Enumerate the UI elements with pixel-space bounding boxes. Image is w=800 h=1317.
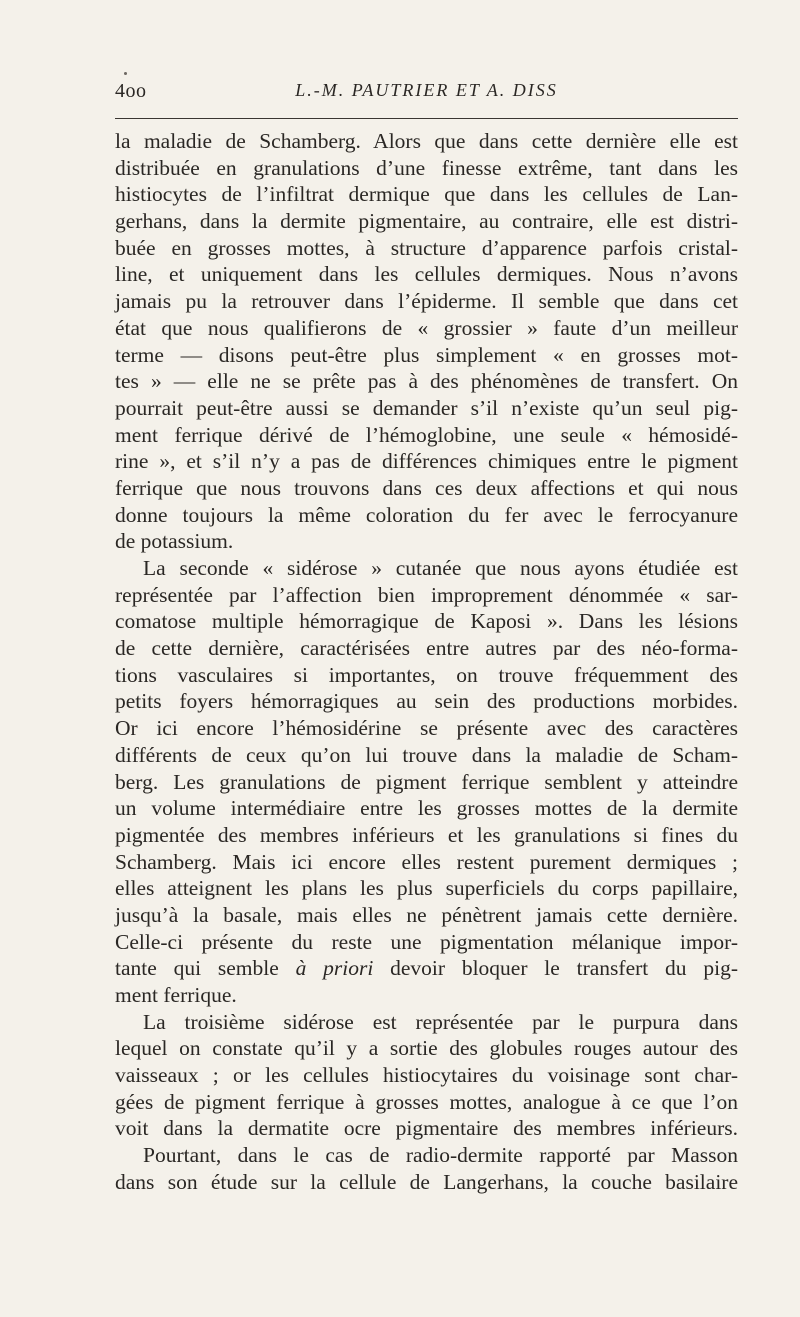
paragraph-end-line: de potassium.: [115, 529, 234, 554]
text-line: berg. Les granulations de pigment ferrique semblent y atteindre: [115, 769, 738, 794]
text-line: donne toujours la même coloration du fer avec le ferrocyanure: [115, 502, 738, 527]
text-line: tes » — elle ne se prête pas à des phénomènes de transfert. On: [115, 369, 738, 394]
text-line: gées de pigment ferrique à grosses mottes, analogue à ce que l’on: [115, 1089, 738, 1114]
text-line: vaisseaux ; or les cellules histiocytaires du voisinage sont char-: [115, 1063, 738, 1088]
text-line: ferrique que nous trouvons dans ces deux affections et qui nous: [115, 475, 738, 500]
text-line: représentée par l’affection bien improprement dénommée « sar-: [115, 582, 738, 607]
text-line: état que nous qualifierons de « grossier » faute d’un meilleur: [115, 315, 738, 340]
text-line: gerhans, dans la dermite pigmentaire, au contraire, elle est distri-: [115, 209, 738, 234]
text-line: tions vasculaires si importantes, on trouve fréquemment des: [115, 662, 738, 687]
text-line: Celle-ci présente du reste une pigmentation mélanique impor-: [115, 929, 738, 954]
text-line-with-italic: [115, 955, 738, 982]
page-number: 4oo: [115, 80, 147, 102]
text-line: Schamberg. Mais ici encore elles restent purement dermiques ;: [115, 849, 738, 874]
text-line: un volume intermédiaire entre les grosses mottes de la dermite: [115, 796, 738, 821]
text-line: dans son étude sur la cellule de Langerhans, la couche basilaire: [115, 1169, 738, 1194]
header-rule: [115, 118, 738, 119]
paragraph-start-line: Pourtant, dans le cas de radio-dermite rapporté par Masson: [143, 1143, 738, 1168]
line-head: tante qui semble: [115, 956, 296, 981]
text-line: petits foyers hémorragiques au sein des productions morbides.: [115, 689, 738, 714]
text-line: lequel on constate qu’il y a sortie des globules rouges autour des: [115, 1036, 738, 1061]
paragraph-end-line: ment ferrique.: [115, 983, 237, 1007]
text-line: pourrait peut-être aussi se demander s’il n’existe qu’un seul pig-: [115, 395, 738, 420]
page-header: [115, 80, 738, 110]
text-line: terme — disons peut-être plus simplement « en grosses mot-: [115, 342, 738, 367]
running-head: L.-M. PAUTRIER ET A. DISS: [295, 80, 558, 100]
text-line: Or ici encore l’hémosidérine se présente avec des caractères: [115, 716, 738, 741]
text-line: line, et uniquement dans les cellules dermiques. Nous n’avons: [115, 262, 738, 287]
text-line: distribuée en granulations d’une finesse extrême, tant dans les: [115, 155, 738, 180]
text-line: histiocytes de l’infiltrat dermique que dans les cellules de Lan-: [115, 182, 738, 207]
text-line: jamais pu la retrouver dans l’épiderme. Il semble que dans cet: [115, 289, 738, 314]
text-line: ment ferrique dérivé de l’hémoglobine, une seule « hémosidé-: [115, 422, 738, 447]
text-line: elles atteignent les plans les plus superficiels du corps papillaire,: [115, 876, 738, 901]
text-line: comatose multiple hémorragique de Kaposi ». Dans les lésions: [115, 609, 738, 634]
body-text: [115, 128, 738, 1196]
text-line: la maladie de Schamberg. Alors que dans cette dernière elle est: [115, 129, 738, 153]
italic-phrase: à priori: [295, 956, 374, 981]
text-line: de cette dernière, caractérisées entre autres par des néo-forma-: [115, 636, 738, 661]
text-line: rine », et s’il n’y a pas de différences chimiques entre le pigment: [115, 449, 738, 474]
page-speck: [124, 72, 127, 75]
text-line: voit dans la dermatite ocre pigmentaire des membres inférieurs.: [115, 1116, 738, 1141]
paragraph-start-line: La troisième sidérose est représentée par le purpura dans: [143, 1009, 738, 1034]
line-tail: devoir bloquer le transfert du pig-: [373, 956, 738, 981]
text-line: différents de ceux qu’on lui trouve dans la maladie de Scham-: [115, 742, 738, 767]
paragraph-start-line: La seconde « sidérose » cutanée que nous ayons étudiée est: [143, 556, 738, 580]
text-line: buée en grosses mottes, à structure d’apparence parfois cristal-: [115, 235, 738, 260]
text-line: jusqu’à la basale, mais elles ne pénètrent jamais cette dernière.: [115, 902, 738, 927]
text-line: pigmentée des membres inférieurs et les granulations si fines du: [115, 822, 738, 847]
